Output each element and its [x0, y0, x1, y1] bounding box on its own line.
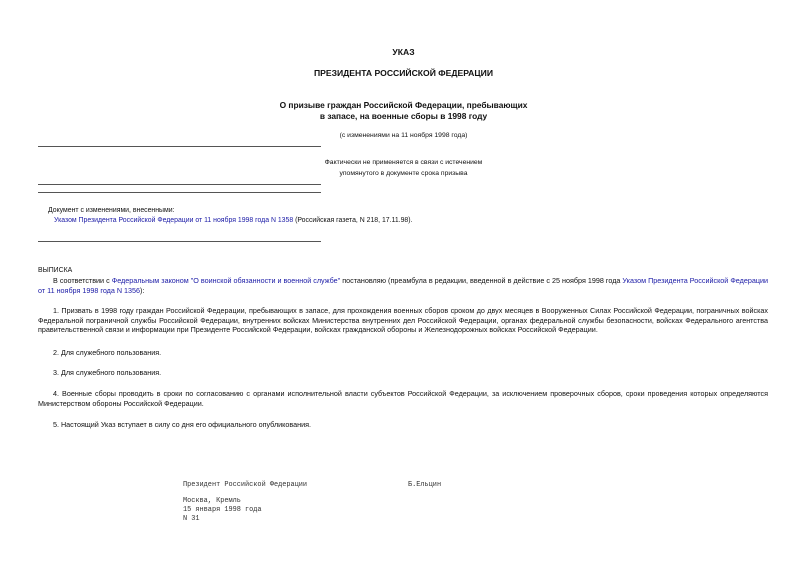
item-2: 2. Для служебного пользования. [53, 348, 162, 357]
amendment-date-note: (с изменениями на 11 ноября 1998 года) [339, 132, 468, 139]
amendments-reference [54, 216, 412, 225]
decree-number: N 31 [183, 515, 200, 523]
federal-law-link[interactable]: Федеральным законом "О воинской обязанности и военной службе" [111, 276, 341, 285]
preamble-paragraph [38, 276, 768, 295]
document-heading-line1: О призыве граждан Российской Федерации, пребывающих [279, 100, 528, 110]
document-issuer: ПРЕЗИДЕНТА РОССИЙСКОЙ ФЕДЕРАЦИИ [313, 68, 494, 78]
document-title: УКАЗ [392, 47, 415, 57]
preamble-text-3: ): [140, 285, 145, 295]
preamble-text-1: В соответствии с [53, 276, 112, 285]
item-4: 4. Военные сборы проводить в сроки по согласованию с органами исполнительной власти субъектов Российской Федерации, за исключением проверочных сборов, сроки проведения которых определяются Министерством обороны Российской Федерации. [38, 389, 768, 408]
signing-place: Москва, Кремль [183, 497, 241, 505]
document-heading-line2: в запасе, на военные сборы в 1998 году [319, 111, 488, 121]
divider-3 [38, 192, 321, 193]
amendment-decree-link[interactable]: Указом Президента Российской Федерации от 11 ноября 1998 года N 1358 [54, 217, 294, 224]
amendment-publication: (Российская газета, N 218, 17.11.98). [293, 217, 413, 224]
signatory-position: Президент Российской Федерации [183, 481, 308, 489]
status-note-line2: упомянутого в документе срока призыва [339, 170, 468, 177]
item-5: 5. Настоящий Указ вступает в силу со дня его официального опубликования. [53, 420, 312, 429]
item-1: 1. Призвать в 1998 году граждан Российской Федерации, пребывающих в запасе, для прохождения военных сборов сроком до двух месяцев в Вооруженных Силах Российской Федерации, пограничных войсках Федеральной пограничной службы Российской Федерации, внутренних войсках Министерства внутренних дел Российской Федерации, органах федеральной службы безопасности, войсках Федерального агентства правительственной связи и информации при Президенте Российской Федерации, войсках гражданской обороны и Железнодорожных войсках Российской Федерации. [38, 306, 768, 335]
amendments-label: Документ с изменениями, внесенными: [48, 207, 175, 214]
divider-2 [38, 184, 321, 185]
item-3: 3. Для служебного пользования. [53, 368, 162, 377]
signatory-name: Б.Ельцин [408, 481, 442, 489]
divider-1 [38, 146, 321, 147]
amending-decree-link[interactable]: Указом Президента Российской Федерации от 11 ноября 1998 года N 1356 [38, 276, 768, 295]
divider-4 [38, 241, 321, 242]
extract-label: ВЫПИСКА [38, 267, 73, 274]
preamble-text-2: постановляю (преамбула в редакции, введенной в действие с 25 ноября 1998 года [340, 276, 623, 285]
signing-date: 15 января 1998 года [183, 506, 262, 514]
status-note-line1: Фактически не применяется в связи с истечением [324, 159, 483, 166]
